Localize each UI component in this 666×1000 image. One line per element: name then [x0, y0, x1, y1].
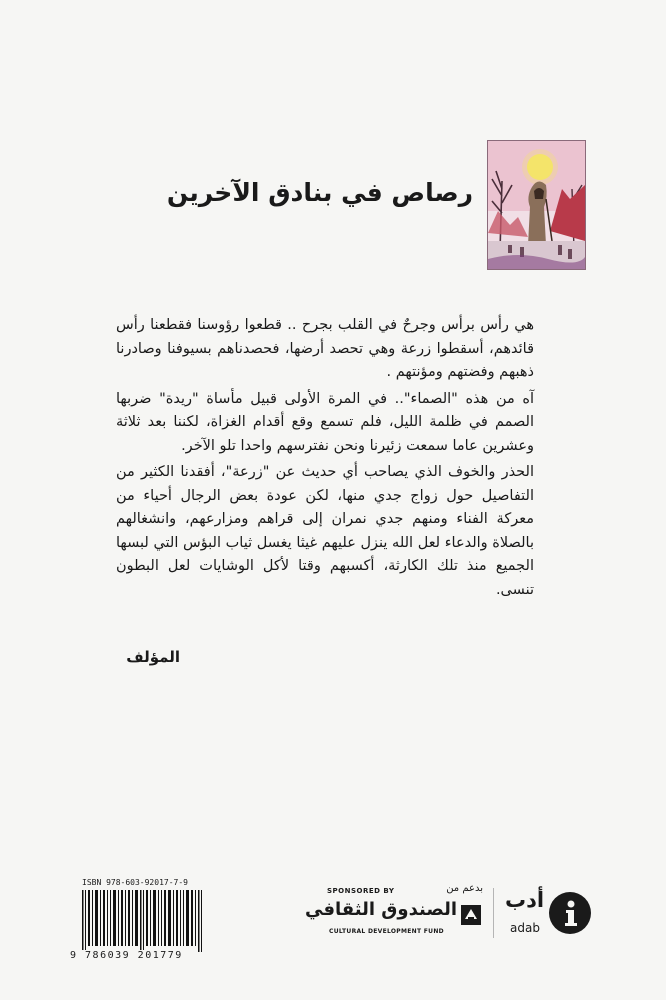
sponsored-by-label: SPONSORED BY [327, 887, 395, 895]
publisher-name-en: adab [510, 921, 540, 935]
hooded-figure-illustration [488, 141, 585, 269]
sponsored-by-label-ar: بدعم من [446, 883, 483, 894]
logo-divider [493, 888, 494, 938]
fund-emblem-icon [459, 903, 483, 927]
fund-name-en: CULTURAL DEVELOPMENT FUND [329, 928, 444, 935]
cover-illustration [487, 140, 586, 270]
publisher-badge [549, 892, 591, 934]
fund-name-ar: الصندوق الثقافي [305, 899, 457, 920]
author-signature: المؤلف [126, 648, 180, 666]
blurb-paragraph: الحذر والخوف الذي يصاحب أي حديث عن "زرعة"، أفقدنا الكثير من التفاصيل حول زواج جدي منها، لكن عودة بعض الرجال أحياء من معركة الفناء ومنهم جدي نمران إلى قراهم ومزارعهم، وانشغالهم بالصلاة والدعاء لعل الله ينزل عليهم غيثا يغسل ثياب البؤس التي لبسها الجميع منذ تلك الكارثة، أكسبهم وقتا لأكل الوشايات لعل البطون تنسى. [116, 464, 534, 598]
info-i-icon [549, 892, 591, 934]
publisher-name-ar: أدب [505, 888, 545, 912]
blurb-paragraph: هي رأس برأس وجرحٌ في القلب بجرح .. قطعوا رؤوسنا فقطعنا رأس قائدهم، أسقطوا زرعة وهي تحصد أرضها، فحصدناهم بسيوفنا وصادرنا ذهبهم وفضتهم ومؤنتهم . [116, 317, 534, 380]
book-title: رصاص في بنادق الآخرين [166, 178, 473, 207]
barcode-digits: 9 786039 201779 [70, 950, 183, 961]
sponsor-logo [305, 883, 487, 945]
back-cover-blurb [116, 314, 534, 605]
blurb-paragraph: آه من هذه "الصماء".. في المرة الأولى قبيل مأساة "ريدة" ضربها الصمم في ظلمة الليل، فلم تسمع وقع أقدام الغزاة، لكننا بعد ثلاثة وعشرين عاما سمعت زئيرنا ونحن نفترسهم واحدا تلو الآخر. [116, 390, 534, 454]
isbn-label: ISBN 978-603-92017-7-9 [82, 878, 188, 887]
